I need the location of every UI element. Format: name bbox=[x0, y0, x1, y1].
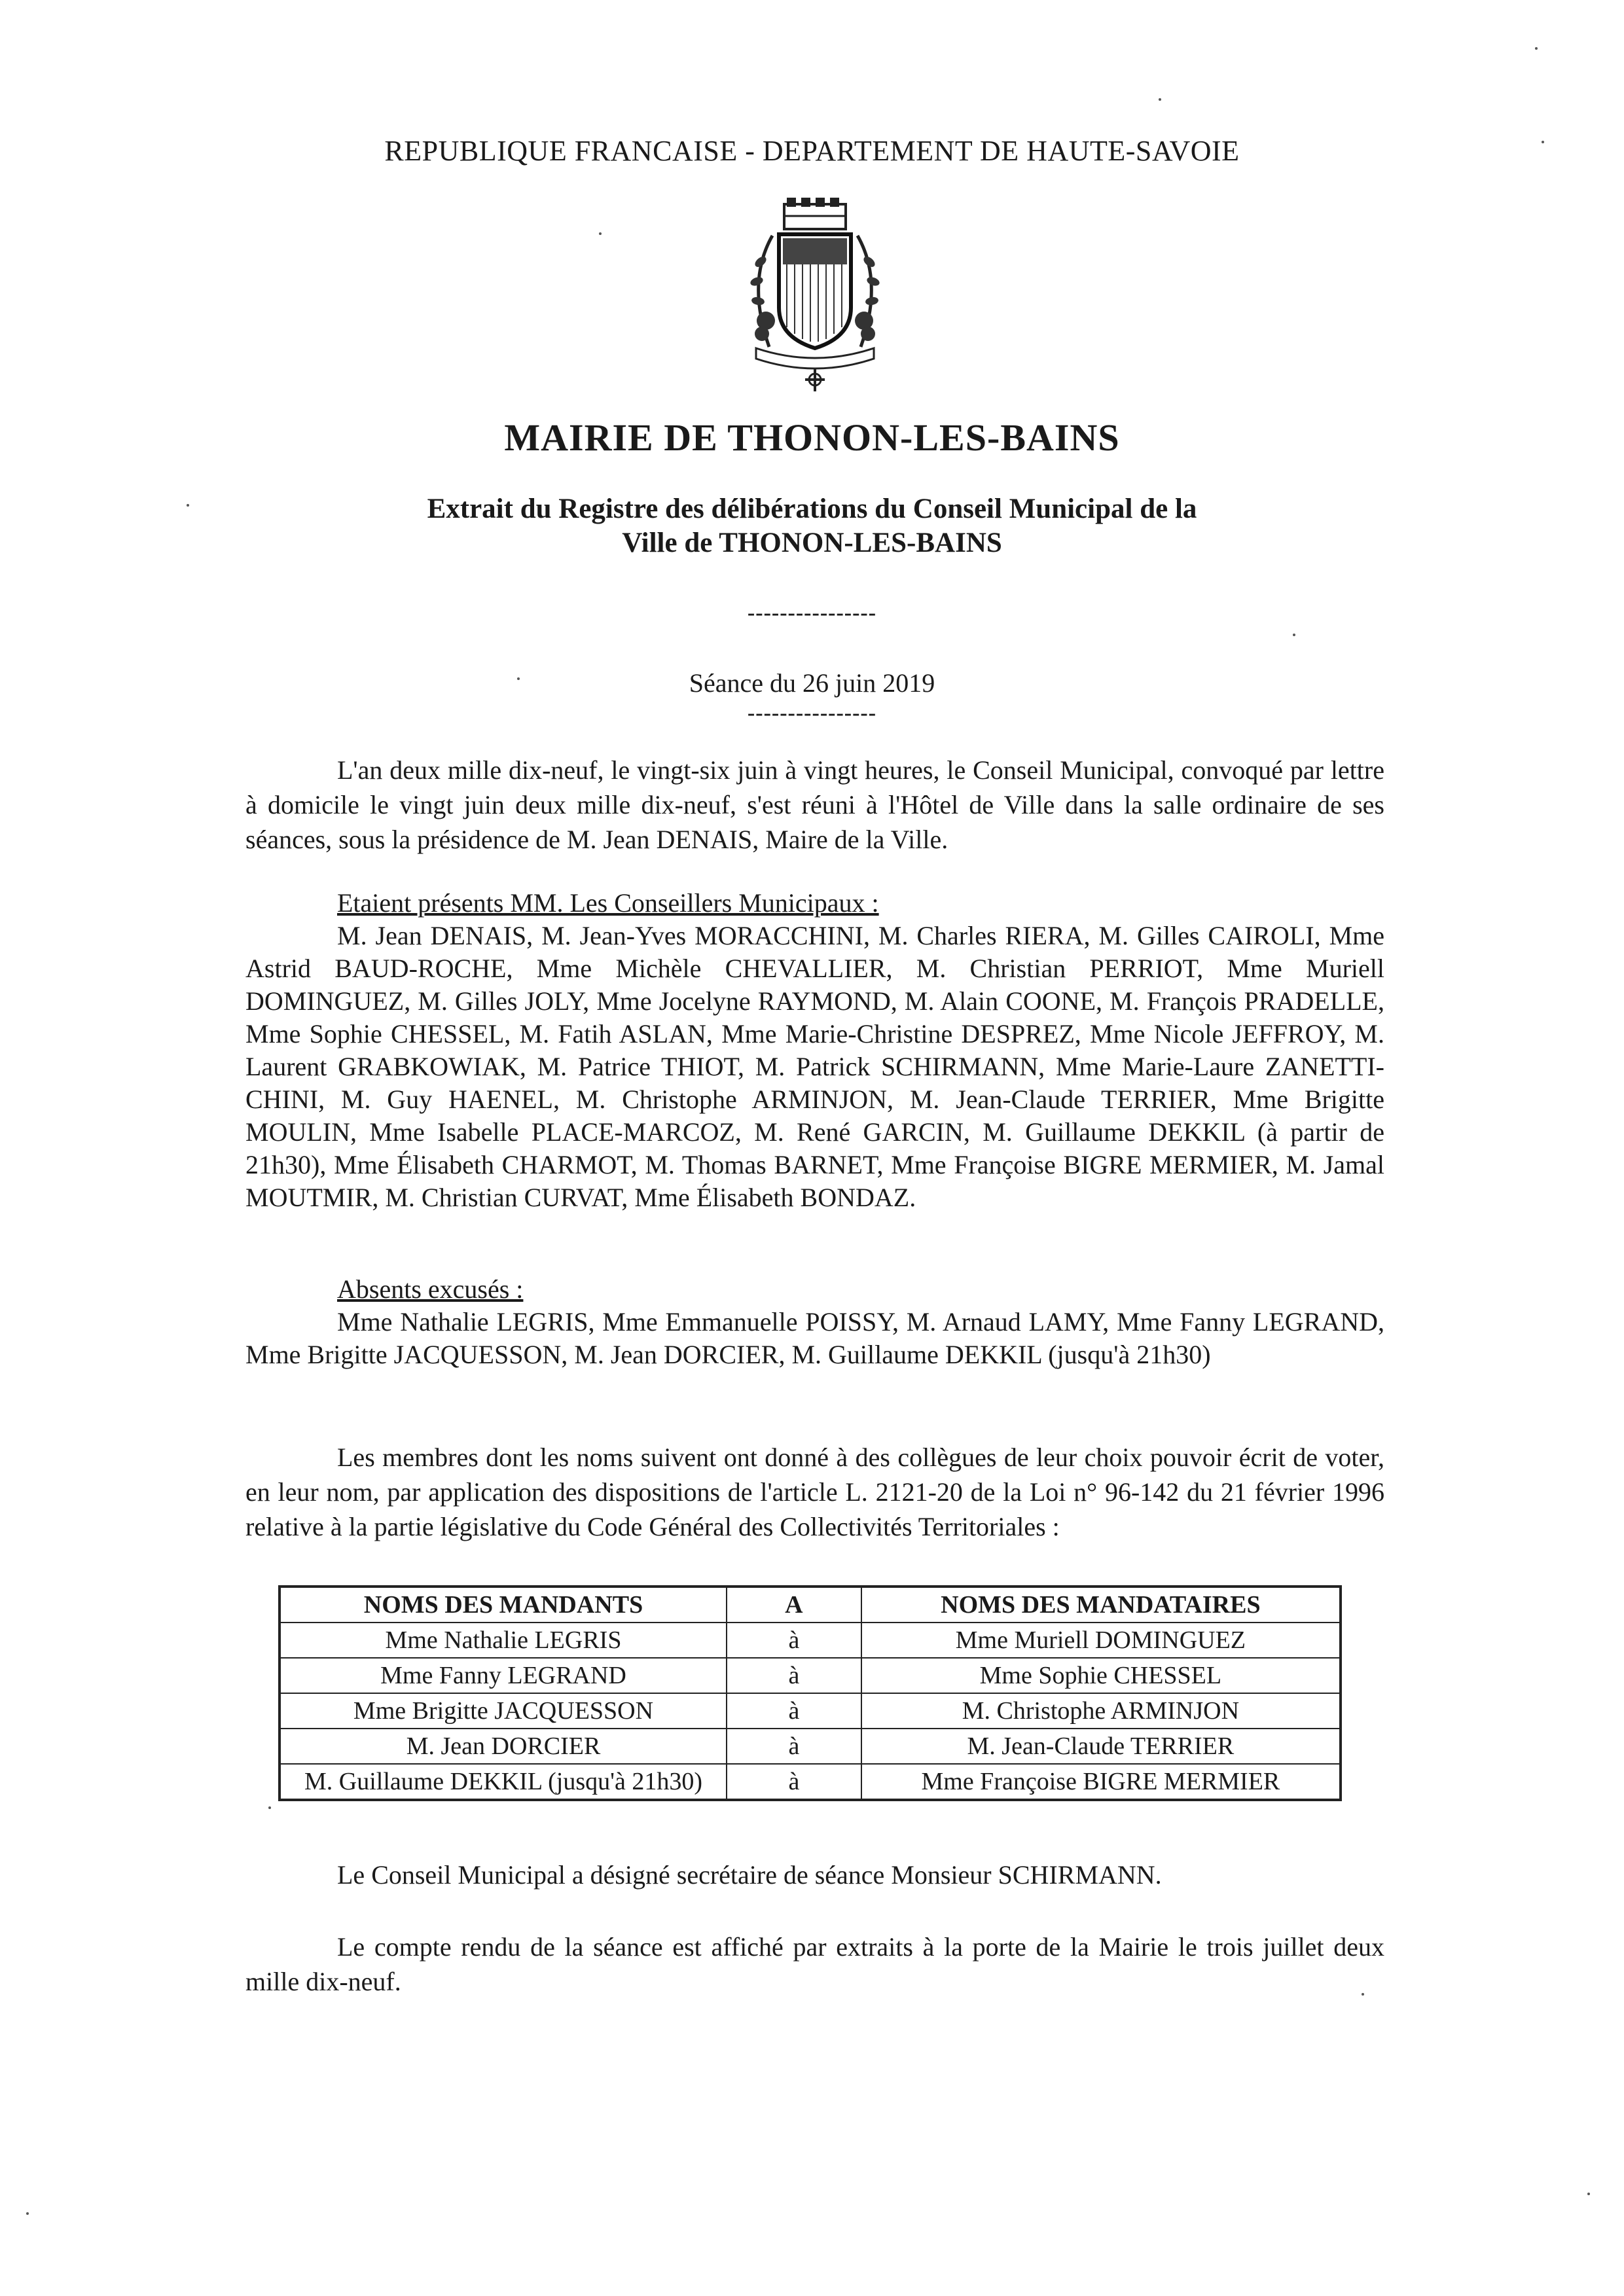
republique-header: REPUBLIQUE FRANCAISE - DEPARTEMENT DE HAUTE-SAVOIE bbox=[384, 135, 1240, 167]
a-cell: à bbox=[727, 1693, 861, 1729]
table-row bbox=[280, 1764, 1341, 1800]
compte-rendu-paragraph: Le compte rendu de la séance est affiché par extraits à la porte de la Mairie le trois juillet deux mille dix-neuf. bbox=[245, 1932, 1384, 1996]
mandataire-cell: M. Christophe ARMINJON bbox=[861, 1693, 1341, 1729]
a-cell: à bbox=[727, 1623, 861, 1658]
mairie-title: MAIRIE DE THONON-LES-BAINS bbox=[504, 416, 1120, 459]
absents-section bbox=[245, 1273, 1384, 1371]
table-row bbox=[280, 1693, 1341, 1729]
header-mandants: NOMS DES MANDANTS bbox=[280, 1587, 727, 1623]
mandataire-cell: Mme Muriell DOMINGUEZ bbox=[861, 1623, 1341, 1658]
intro-paragraph: L'an deux mille dix-neuf, le vingt-six juin à vingt heures, le Conseil Municipal, convoqué par lettre à domicile le vingt juin deux mille dix-neuf, s'est réuni à l'Hôtel de Ville dans la salle ordinaire de ses séances, sous la présidence de M. Jean DENAIS, Maire de la Ville. bbox=[245, 755, 1384, 854]
table-row bbox=[280, 1658, 1341, 1693]
scan-speck bbox=[268, 1806, 271, 1809]
mandataire-cell: Mme Françoise BIGRE MERMIER bbox=[861, 1764, 1341, 1800]
a-cell: à bbox=[727, 1764, 861, 1800]
scan-speck bbox=[1587, 2193, 1590, 2195]
city-coat-of-arms-icon bbox=[733, 196, 897, 393]
scan-speck bbox=[187, 504, 189, 507]
seance-separator: ---------------- bbox=[747, 701, 877, 725]
scan-speck bbox=[1293, 634, 1295, 636]
mandant-cell: Mme Fanny LEGRAND bbox=[280, 1658, 727, 1693]
mandant-cell: M. Jean DORCIER bbox=[280, 1729, 727, 1764]
scan-speck bbox=[1535, 47, 1538, 50]
table-row bbox=[280, 1729, 1341, 1764]
a-cell: à bbox=[727, 1658, 861, 1693]
table-header-row bbox=[280, 1587, 1341, 1623]
scan-speck bbox=[1542, 141, 1544, 143]
scan-speck bbox=[26, 2212, 29, 2215]
absents-label: Absents excusés : bbox=[337, 1274, 524, 1304]
mandataire-cell: Mme Sophie CHESSEL bbox=[861, 1658, 1341, 1693]
secretaire-paragraph: Le Conseil Municipal a désigné secrétaire de séance Monsieur SCHIRMANN. bbox=[337, 1860, 1162, 1890]
mandant-cell: Mme Brigitte JACQUESSON bbox=[280, 1693, 727, 1729]
mandant-cell: M. Guillaume DEKKIL (jusqu'à 21h30) bbox=[280, 1764, 727, 1800]
header-mandataires: NOMS DES MANDATAIRES bbox=[861, 1587, 1341, 1623]
presents-label: Etaient présents MM. Les Conseillers Municipaux : bbox=[337, 888, 879, 918]
presents-list: M. Jean DENAIS, M. Jean-Yves MORACCHINI, M. Charles RIERA, M. Gilles CAIROLI, Mme Astrid BAUD-ROCHE, Mme Michèle CHEVALLIER, M. Christian PERRIOT, Mme Muriell DOMINGUEZ, M. Gilles JOLY, Mme Jocelyne RAYMOND, M. Alain COONE, M. François PRADELLE, Mme Sophie CHESSEL, M. Fatih ASLAN, Mme Marie-Christine DESPREZ, Mme Nicole JEFFROY, M. Laurent GRABKOWIAK, M. Patrice THIOT, M. Patrick SCHIRMANN, Mme Marie-Laure ZANETTI-CHINI, M. Guy HAENEL, M. Christophe ARMINJON, M. Jean-Claude TERRIER, Mme Brigitte MOULIN, Mme Isabelle PLACE-MARCOZ, M. René GARCIN, M. Guillaume DEKKIL (à partir de 21h30), Mme Élisabeth CHARMOT, M. Thomas BARNET, Mme Françoise BIGRE MERMIER, M. Jamal MOUTMIR, M. Christian CURVAT, Mme Élisabeth BONDAZ. bbox=[245, 921, 1384, 1212]
a-cell: à bbox=[727, 1729, 861, 1764]
scan-speck bbox=[599, 232, 602, 235]
table-row bbox=[280, 1623, 1341, 1658]
mandant-cell: Mme Nathalie LEGRIS bbox=[280, 1623, 727, 1658]
scan-speck bbox=[1159, 98, 1161, 101]
header-a: A bbox=[727, 1587, 861, 1623]
absents-list: Mme Nathalie LEGRIS, Mme Emmanuelle POISSY, M. Arnaud LAMY, Mme Fanny LEGRAND, Mme Brigitte JACQUESSON, M. Jean DORCIER, M. Guillaume DEKKIL (jusqu'à 21h30) bbox=[245, 1307, 1384, 1369]
scan-speck bbox=[1362, 1993, 1364, 1996]
seance-date: Séance du 26 juin 2019 bbox=[689, 668, 935, 698]
presents-section bbox=[245, 887, 1384, 1214]
extrait-line-2: Ville de THONON-LES-BAINS bbox=[622, 528, 1002, 558]
header-separator: ---------------- bbox=[747, 601, 877, 625]
extrait-line-1: Extrait du Registre des délibérations du Conseil Municipal de la bbox=[427, 493, 1197, 524]
mandats-table bbox=[278, 1585, 1342, 1801]
pouvoirs-paragraph: Les membres dont les noms suivent ont donné à des collègues de leur choix pouvoir écrit de voter, en leur nom, par application des dispositions de l'article L. 2121-20 de la Loi n° 96-142 du 21 février 1996 relative à la partie législative du Code Général des Collectivités Territoriales : bbox=[245, 1443, 1384, 1541]
scan-speck bbox=[517, 677, 520, 680]
mandataire-cell: M. Jean-Claude TERRIER bbox=[861, 1729, 1341, 1764]
extrait-subtitle bbox=[0, 492, 1624, 560]
